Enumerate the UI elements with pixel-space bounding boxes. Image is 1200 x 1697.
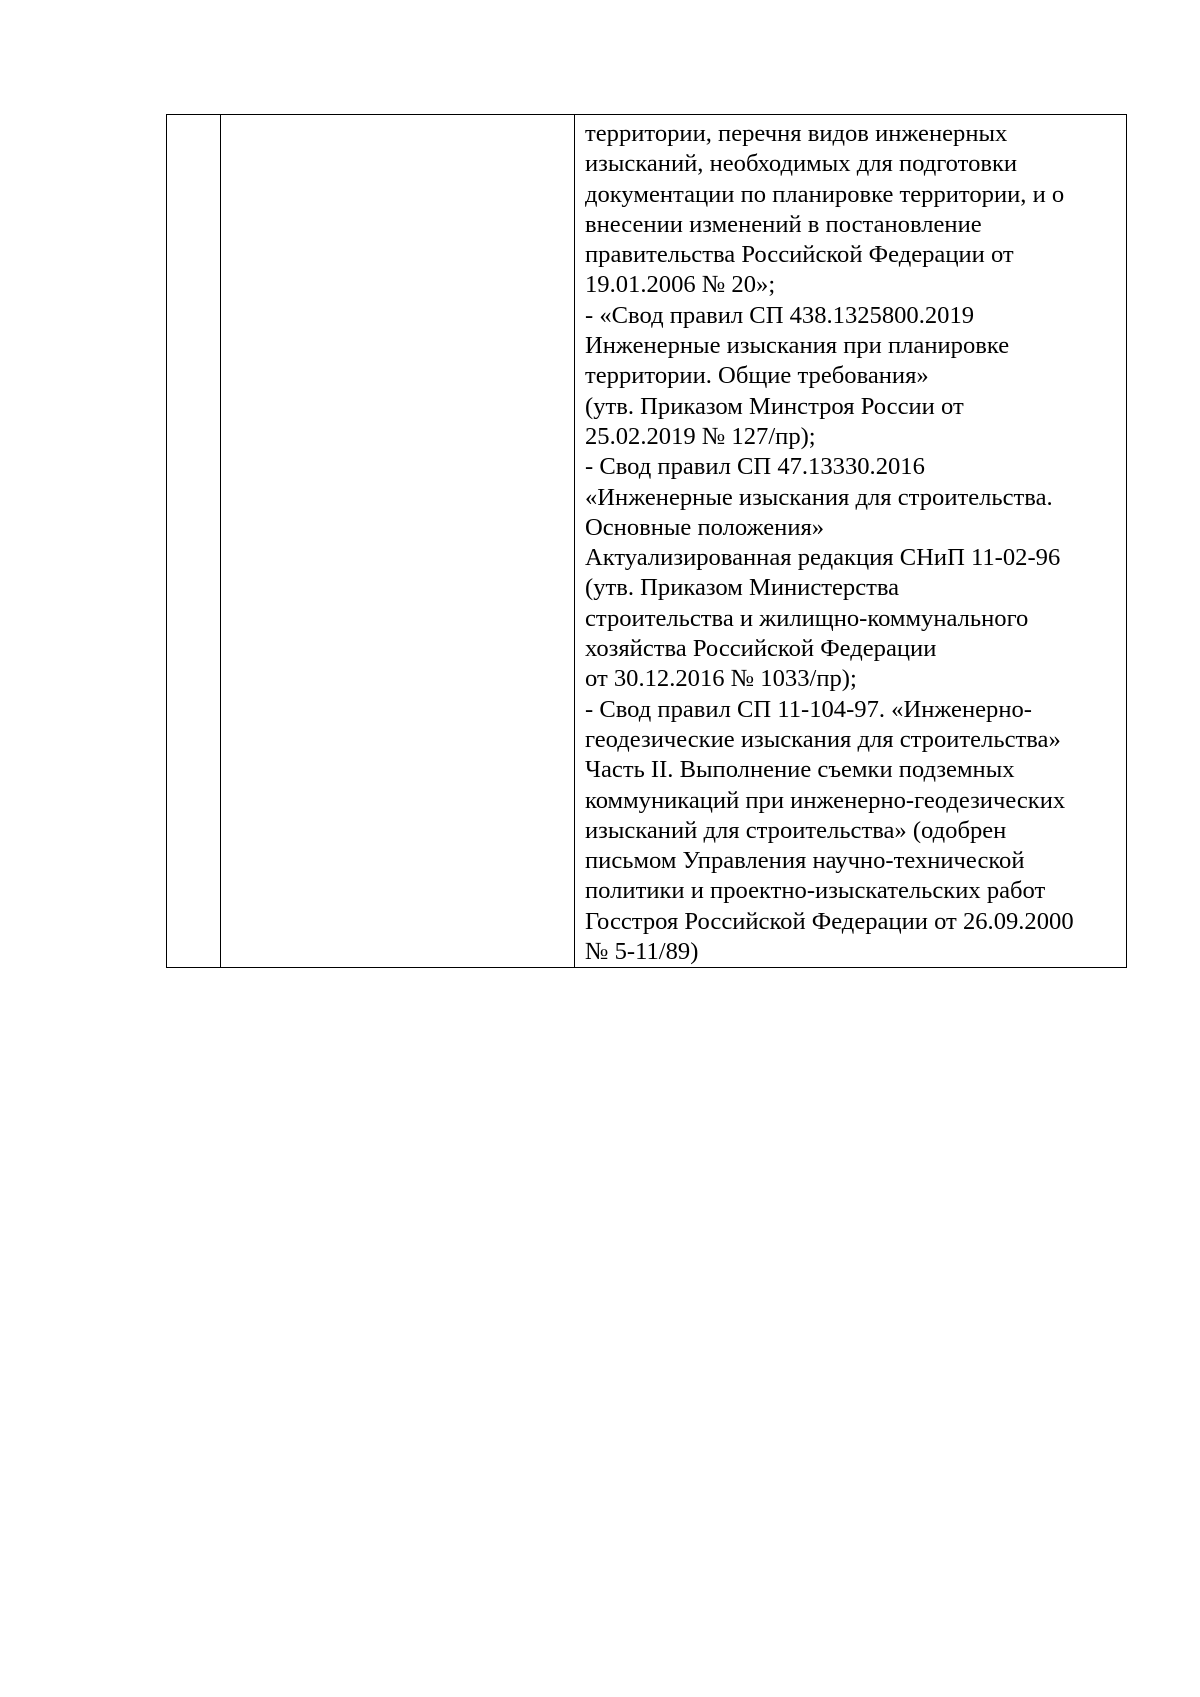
- text-line: геодезические изыскания для строительства»: [585, 725, 1061, 753]
- text-line: от 30.12.2016 № 1033/пр);: [585, 665, 857, 693]
- text-line: Инженерные изыскания при планировке: [585, 332, 1010, 360]
- regulations-text: [575, 115, 1126, 967]
- text-line: Часть II. Выполнение съемки подземных: [585, 756, 1015, 784]
- cell-regulations: [575, 115, 1127, 968]
- text-line: строительства и жилищно-коммунального: [585, 604, 1029, 632]
- text-line: документации по планировке территории, и о: [585, 180, 1065, 208]
- text-line: территории. Общие требования»: [585, 362, 929, 390]
- text-line: территории, перечня видов инженерных: [585, 120, 1008, 147]
- cell-number: [167, 115, 221, 968]
- text-line: хозяйства Российской Федерации: [585, 635, 937, 663]
- text-line: правительства Российской Федерации от: [585, 241, 1014, 269]
- text-line: Актуализированная редакция СНиП 11-02-96: [585, 544, 1061, 572]
- text-line: - Свод правил СП 47.13330.2016: [585, 453, 925, 481]
- text-line: «Инженерные изыскания для строительства.: [585, 483, 1053, 511]
- text-line: изысканий для строительства» (одобрен: [585, 816, 1007, 844]
- text-line: Основные положения»: [585, 513, 825, 541]
- table-row: [167, 115, 1127, 968]
- text-line: - Свод правил СП 11-104-97. «Инженерно-: [585, 695, 1032, 723]
- text-line: Госстроя Российской Федерации от 26.09.2000: [585, 907, 1074, 935]
- cell-name: [221, 115, 575, 968]
- text-line: 25.02.2019 № 127/пр);: [585, 422, 816, 450]
- document-table: [166, 114, 1127, 968]
- text-line: (утв. Приказом Министерства: [585, 574, 900, 602]
- text-line: изысканий, необходимых для подготовки: [585, 150, 1018, 178]
- text-line: письмом Управления научно-технической: [585, 847, 1025, 875]
- text-line: коммуникаций при инженерно-геодезических: [585, 786, 1066, 814]
- text-line: внесении изменений в постановление: [585, 210, 982, 238]
- text-line: 19.01.2006 № 20»;: [585, 271, 776, 299]
- text-line: - «Свод правил СП 438.1325800.2019: [585, 301, 975, 329]
- text-line: № 5-11/89): [585, 938, 699, 966]
- text-line: политики и проектно-изыскательских работ: [585, 877, 1046, 905]
- text-line: (утв. Приказом Минстроя России от: [585, 392, 964, 420]
